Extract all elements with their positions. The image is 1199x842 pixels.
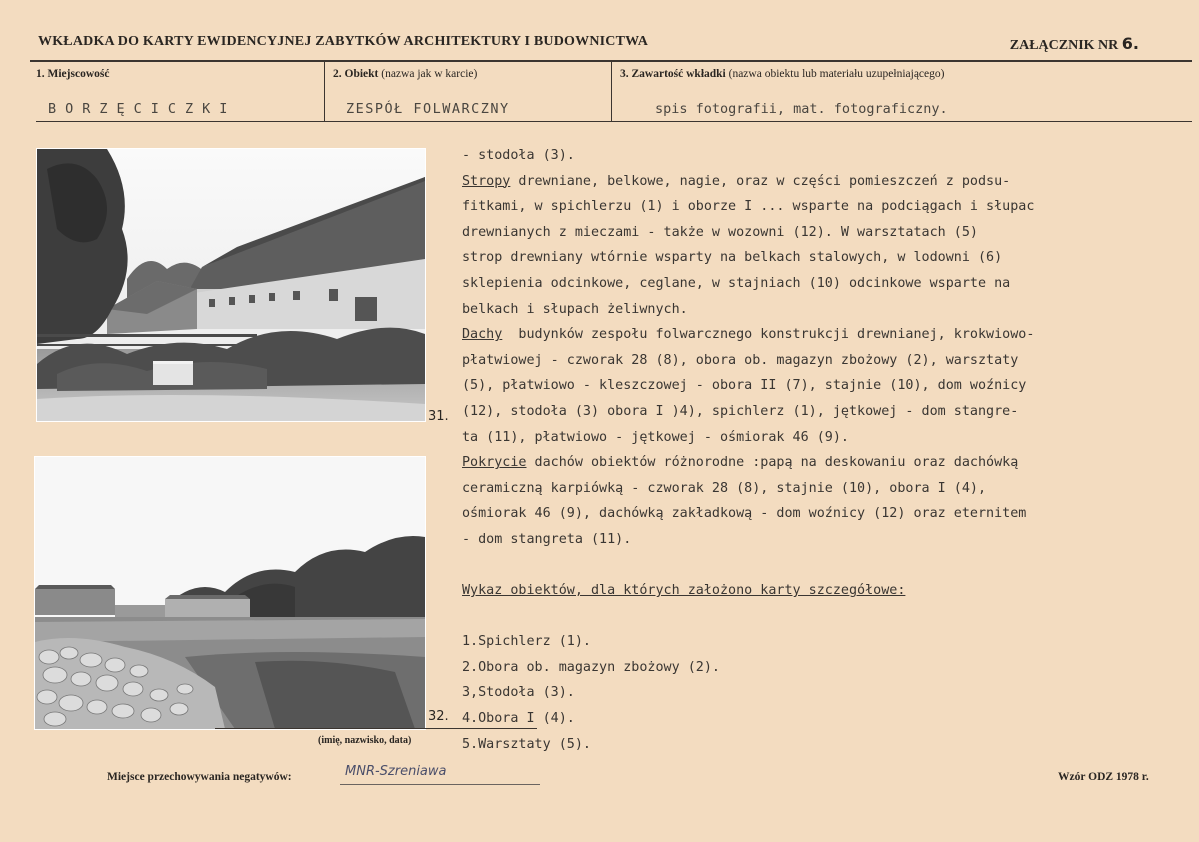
negatives-label: Miejsce przechowywania negatywów:	[107, 771, 292, 783]
text-line	[462, 501, 1182, 527]
content-sublabel: (nazwa obiektu lub materiału uzupełniającego)	[728, 68, 945, 80]
text-line	[462, 450, 1182, 476]
text-span: 3,Stodoła (3).	[462, 685, 575, 701]
field-divider-1	[324, 62, 325, 122]
text-span: - dom stangreta (11).	[462, 531, 632, 547]
text-line	[462, 271, 1182, 297]
text-line	[462, 194, 1182, 220]
text-span: 2.Obora ob. magazyn zbożowy (2).	[462, 659, 720, 675]
author-rule	[215, 728, 537, 729]
description-text	[462, 143, 1182, 757]
text-span: 5.Warsztaty (5).	[462, 736, 591, 752]
locality-label: 1. Miejscowość	[36, 68, 110, 80]
annex-number: 6.	[1121, 34, 1139, 53]
text-line	[462, 425, 1182, 451]
photo-number-31: 31.	[428, 409, 449, 424]
text-line	[462, 527, 1182, 553]
content-label	[620, 68, 944, 80]
text-span: sklepienia odcinkowe, ceglane, w stajniach (10) odcinkowe wsparte na	[462, 275, 1011, 291]
text-line	[462, 322, 1182, 348]
text-span: 1.Spichlerz (1).	[462, 634, 591, 650]
text-span: ta (11), płatwiowo - jętkowej - ośmiorak 46 (9).	[462, 429, 849, 445]
text-span: strop drewniany wtórnie wsparty na belkach stalowych, w lodowni (6)	[462, 250, 1003, 266]
annex-label-text: ZAŁĄCZNIK NR	[1009, 38, 1119, 53]
text-span: drewniane, belkowe, nagie, oraz w części pomieszczeń z podsu-	[510, 173, 1011, 189]
text-span: ośmiorak 46 (9), dachówką zakładkową - dom woźnicy (12) oraz eternitem	[462, 506, 1027, 522]
underlined-heading: Dachy	[462, 327, 503, 343]
photo-field-stones	[34, 456, 426, 730]
text-span: budynków zespołu folwarcznego konstrukcji drewnianej, krokwiowo-	[502, 327, 1035, 343]
text-line	[462, 143, 1182, 169]
text-line	[462, 732, 1182, 758]
text-line	[462, 245, 1182, 271]
text-span: - stodoła (3).	[462, 148, 575, 163]
text-line	[462, 553, 1182, 579]
content-value: spis fotografii, mat. fotograficzny.	[655, 101, 948, 117]
locality-value: BORZĘCICZKI	[48, 101, 237, 117]
photo-number-32: 32.	[428, 709, 449, 724]
annex-label	[1010, 34, 1139, 54]
text-span: drewnianych z mieczami - także w wozowni (12). W warsztatach (5)	[462, 224, 978, 240]
author-sublabel: (imię, nazwisko, data)	[318, 735, 412, 746]
text-line	[462, 706, 1182, 732]
text-line	[462, 629, 1182, 655]
field-divider-2	[611, 62, 612, 122]
object-label	[333, 68, 477, 80]
text-span: (5), płatwiowo - kleszczowej - obora II (7), stajnie (10), dom woźnicy	[462, 378, 1027, 394]
text-span: dachów obiektów różnorodne :papą na deskowaniu oraz dachówką	[526, 455, 1019, 471]
negatives-value: MNR-Szreniawa	[345, 764, 447, 779]
text-span: fitkami, w spichlerzu (1) i oborze I ... wsparte na podciągach i słupac	[462, 199, 1035, 215]
text-span: 4.Obora I (4).	[462, 711, 575, 727]
text-line	[462, 169, 1182, 195]
text-line	[462, 220, 1182, 246]
text-line	[462, 373, 1182, 399]
content-label-text: 3. Zawartość wkładki	[620, 68, 726, 80]
object-sublabel: (nazwa jak w karcie)	[381, 68, 478, 80]
text-line	[462, 604, 1182, 630]
fields-bottom-rule	[36, 121, 1192, 122]
text-span: płatwiowej - czworak 28 (8), obora ob. magazyn zbożowy (2), warsztaty	[462, 352, 1019, 368]
text-span: (12), stodoła (3) obora I )4), spichlerz (1), jętkowej - dom stangre-	[462, 403, 1019, 419]
underlined-heading: Wykaz obiektów, dla których założono karty szczegółowe:	[462, 583, 906, 599]
text-line	[462, 680, 1182, 706]
text-span: belkach i słupach żeliwnych.	[462, 301, 688, 317]
object-label-text: 2. Obiekt	[333, 68, 379, 80]
text-line	[462, 297, 1182, 323]
text-line	[462, 578, 1182, 604]
text-line	[462, 476, 1182, 502]
negatives-rule	[340, 784, 540, 785]
text-line	[462, 655, 1182, 681]
field-stones-photo-icon	[35, 457, 425, 729]
text-line	[462, 348, 1182, 374]
underlined-heading: Pokrycie	[462, 455, 527, 471]
text-line	[462, 399, 1182, 425]
farm-barn-photo-icon	[37, 149, 425, 421]
photo-farm-building	[36, 148, 426, 422]
text-span: ceramiczną karpiówką - czworak 28 (8), stajnie (10), obora I (4),	[462, 480, 987, 496]
document-title: WKŁADKA DO KARTY EWIDENCYJNEJ ZABYTKÓW ARCHITEKTURY I BUDOWNICTWA	[38, 34, 649, 49]
form-label: Wzór ODZ 1978 r.	[1058, 771, 1149, 783]
object-value: ZESPÓŁ FOLWARCZNY	[346, 101, 510, 117]
underlined-heading: Stropy	[462, 173, 511, 189]
